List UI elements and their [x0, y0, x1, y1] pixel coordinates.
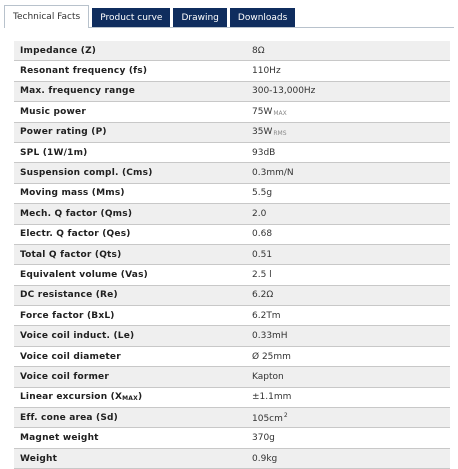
spec-value — [246, 41, 450, 61]
spec-label-text: Weight — [20, 453, 58, 464]
spec-label-text: Voice coil induct. (Le) — [20, 331, 135, 342]
spec-value — [246, 346, 450, 366]
spec-label-text: Electr. Q factor (Qes) — [20, 229, 131, 240]
spec-label — [14, 81, 246, 101]
spec-value-subscript: MAX — [273, 109, 287, 117]
spec-row — [14, 81, 450, 101]
spec-value-text: 105cm — [252, 413, 283, 424]
spec-label — [14, 163, 246, 183]
spec-value-superscript: 2 — [283, 411, 288, 419]
spec-value — [246, 81, 450, 101]
spec-row — [14, 367, 450, 387]
spec-label — [14, 265, 246, 285]
spec-value — [246, 285, 450, 305]
specs-table — [14, 41, 450, 469]
spec-row — [14, 408, 450, 428]
spec-label-text: Impedance (Z) — [20, 45, 97, 56]
spec-label — [14, 387, 246, 407]
spec-label — [14, 102, 246, 122]
spec-row — [14, 41, 450, 61]
spec-row — [14, 142, 450, 162]
spec-row — [14, 285, 450, 305]
spec-value — [246, 408, 450, 428]
spec-value-text: 6.2Ω — [252, 290, 274, 301]
spec-value — [246, 326, 450, 346]
spec-label-text: SPL (1W/1m) — [20, 147, 88, 158]
spec-label-text: Mech. Q factor (Qms) — [20, 208, 133, 219]
spec-value-text: ±1.1mm — [252, 392, 292, 403]
spec-label-text: Max. frequency range — [20, 86, 136, 97]
spec-label — [14, 244, 246, 264]
spec-value — [246, 306, 450, 326]
spec-value-text: 8Ω — [252, 45, 265, 56]
spec-value — [246, 224, 450, 244]
spec-label — [14, 285, 246, 305]
spec-value — [246, 448, 450, 468]
spec-row — [14, 163, 450, 183]
spec-label — [14, 306, 246, 326]
spec-label — [14, 367, 246, 387]
spec-value-text: 0.3mm/N — [252, 168, 294, 179]
spec-row — [14, 326, 450, 346]
tab-bar — [4, 5, 298, 28]
spec-value — [246, 183, 450, 203]
spec-row — [14, 244, 450, 264]
spec-row — [14, 204, 450, 224]
tab-drawing[interactable]: Drawing — [173, 8, 226, 28]
spec-label — [14, 61, 246, 81]
spec-value — [246, 102, 450, 122]
spec-value-subscript: RMS — [273, 130, 287, 138]
tab-technical-facts[interactable]: Technical Facts — [4, 5, 89, 28]
spec-value-text: 0.33mH — [252, 331, 288, 342]
spec-row — [14, 346, 450, 366]
spec-label-text: Voice coil diameter — [20, 351, 121, 362]
spec-value-text: 2.5 l — [252, 269, 272, 280]
technical-facts-panel — [4, 27, 454, 464]
spec-label — [14, 326, 246, 346]
spec-label — [14, 41, 246, 61]
spec-label-text: Linear excursion (X — [20, 392, 123, 403]
spec-label-text: Voice coil former — [20, 371, 109, 382]
spec-row — [14, 61, 450, 81]
spec-value-text: 0.51 — [252, 249, 273, 260]
spec-label-suffix: ) — [137, 392, 143, 403]
spec-label-text: DC resistance (Re) — [20, 290, 118, 301]
spec-value — [246, 387, 450, 407]
spec-label — [14, 448, 246, 468]
spec-row — [14, 448, 450, 468]
spec-value — [246, 142, 450, 162]
spec-label-text: Magnet weight — [20, 433, 99, 444]
spec-value — [246, 428, 450, 448]
spec-value-text: 35W — [252, 127, 273, 138]
spec-label-text: Moving mass (Mms) — [20, 188, 125, 199]
spec-value-text: 2.0 — [252, 208, 267, 219]
spec-row — [14, 306, 450, 326]
spec-label-text: Music power — [20, 106, 86, 117]
spec-label-text: Power rating (P) — [20, 127, 107, 138]
spec-label — [14, 122, 246, 142]
tab-product-curve[interactable]: Product curve — [92, 8, 170, 28]
spec-label-text: Suspension compl. (Cms) — [20, 168, 153, 179]
spec-row — [14, 224, 450, 244]
spec-value-text: Kapton — [252, 371, 284, 382]
spec-label — [14, 183, 246, 203]
spec-label — [14, 346, 246, 366]
spec-label-text: Force factor (BxL) — [20, 310, 115, 321]
spec-value-text: 75W — [252, 106, 273, 117]
spec-value — [246, 244, 450, 264]
spec-value — [246, 122, 450, 142]
spec-value-text: 5.5g — [252, 188, 273, 199]
spec-value-text: 93dB — [252, 147, 276, 158]
spec-row — [14, 183, 450, 203]
tab-downloads[interactable]: Downloads — [230, 8, 295, 28]
spec-value-text: 110Hz — [252, 66, 281, 77]
spec-label — [14, 224, 246, 244]
spec-label — [14, 142, 246, 162]
spec-value-text: 0.9kg — [252, 453, 278, 464]
spec-label — [14, 204, 246, 224]
spec-row — [14, 387, 450, 407]
spec-value-text: 6.2Tm — [252, 310, 281, 321]
spec-value-text: Ø 25mm — [252, 351, 291, 362]
spec-value — [246, 61, 450, 81]
spec-label-text: Total Q factor (Qts) — [20, 249, 122, 260]
spec-value — [246, 163, 450, 183]
spec-value — [246, 367, 450, 387]
spec-value — [246, 265, 450, 285]
spec-label-text: Eff. cone area (Sd) — [20, 412, 118, 423]
spec-value — [246, 204, 450, 224]
spec-value-text: 370g — [252, 433, 275, 444]
spec-label-text: Resonant frequency (fs) — [20, 66, 148, 77]
spec-row — [14, 265, 450, 285]
spec-label — [14, 408, 246, 428]
spec-row — [14, 122, 450, 142]
spec-label-text: Equivalent volume (Vas) — [20, 269, 148, 280]
spec-label-subscript: MAX — [122, 395, 138, 403]
spec-value-text: 0.68 — [252, 229, 273, 240]
spec-row — [14, 102, 450, 122]
spec-row — [14, 428, 450, 448]
spec-label — [14, 428, 246, 448]
spec-value-text: 300-13,000Hz — [252, 86, 316, 97]
